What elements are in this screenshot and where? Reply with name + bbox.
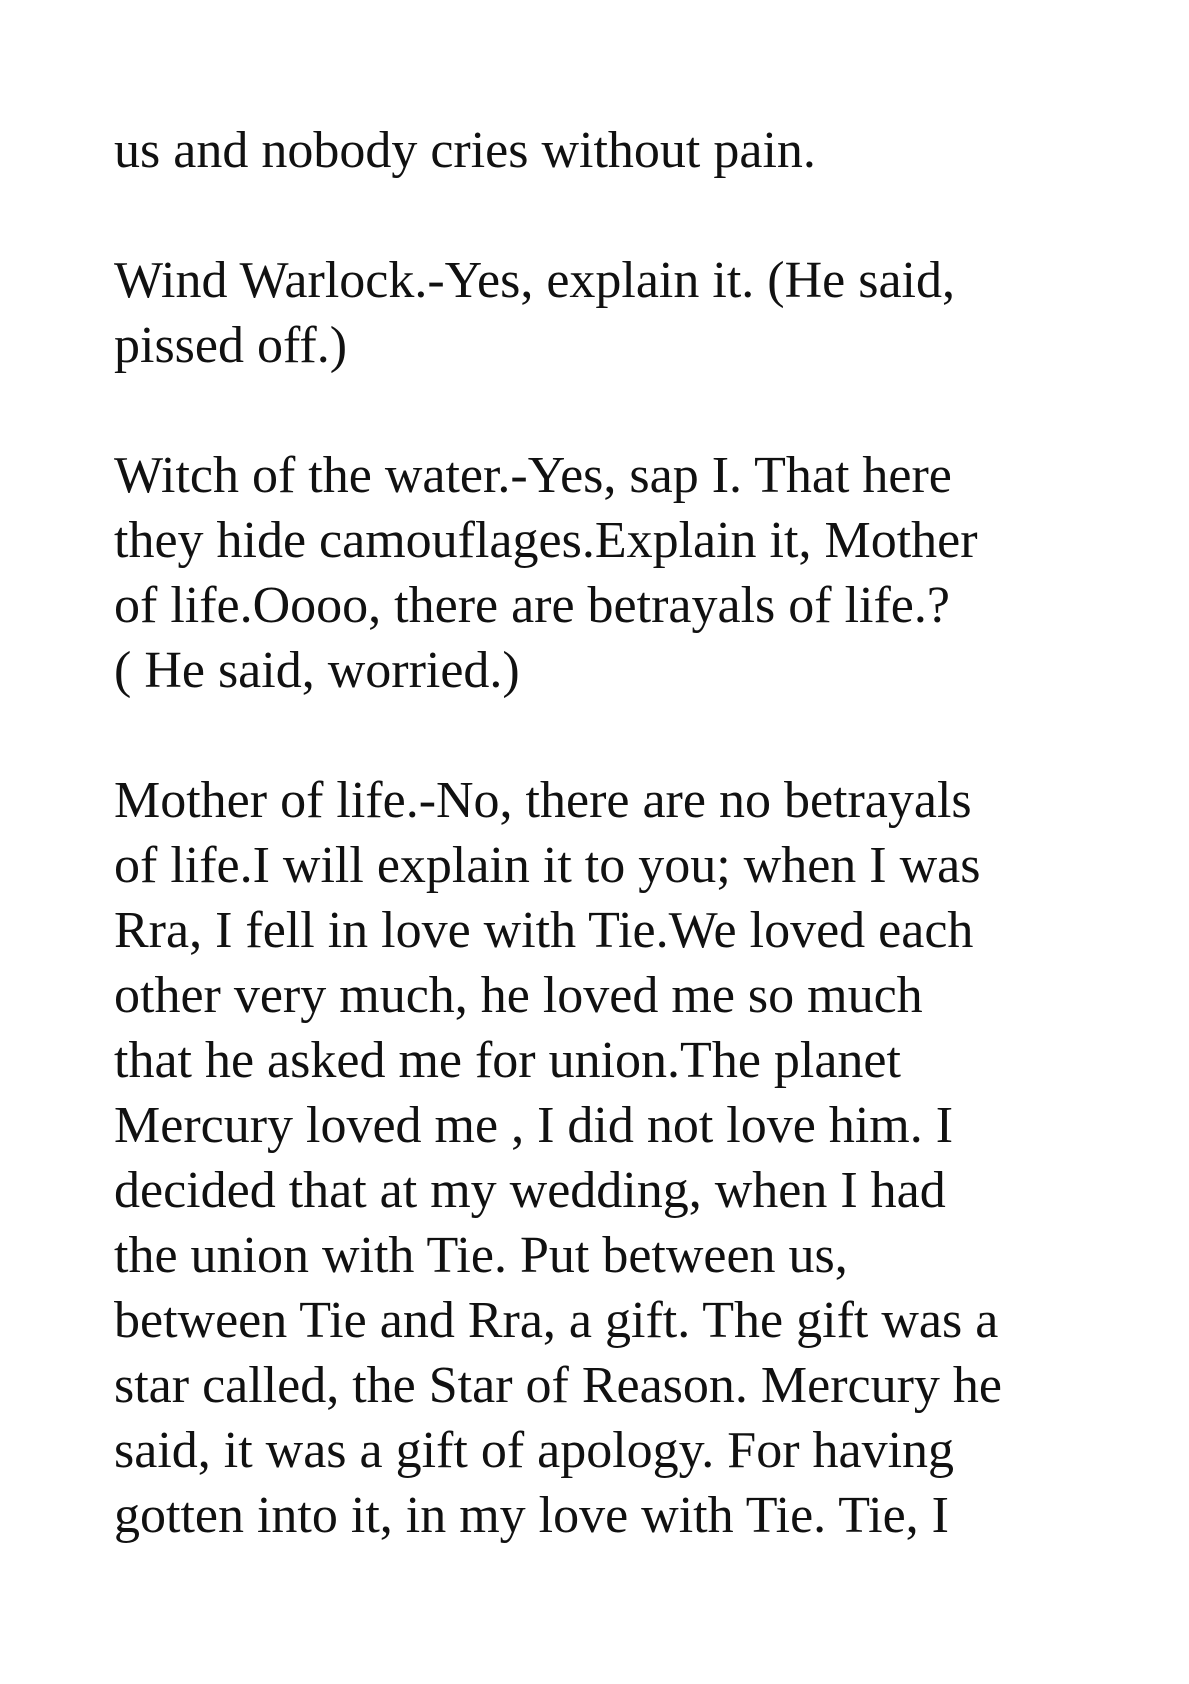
paragraph-1 bbox=[114, 118, 1114, 183]
text-line: Witch of the water.-Yes, sap I. That here bbox=[114, 447, 952, 504]
text-line: Mercury loved me , I did not love him. I bbox=[114, 1097, 954, 1154]
text-line: gotten into it, in my love with Tie. Tie, I bbox=[114, 1487, 949, 1544]
text-line: they hide camouflages.Explain it, Mother bbox=[114, 512, 978, 569]
document-text bbox=[114, 118, 1114, 1613]
text-line: the union with Tie. Put between us, bbox=[114, 1227, 848, 1284]
text-line: between Tie and Rra, a gift. The gift was a bbox=[114, 1292, 999, 1349]
text-line: Wind Warlock.-Yes, explain it. (He said, bbox=[114, 252, 955, 309]
text-line: other very much, he loved me so much bbox=[114, 967, 923, 1024]
text-line: ( He said, worried.) bbox=[114, 642, 520, 699]
paragraph-3 bbox=[114, 443, 1114, 703]
paragraph-2 bbox=[114, 248, 1114, 378]
paragraph-4 bbox=[114, 768, 1114, 1548]
text-line: star called, the Star of Reason. Mercury he bbox=[114, 1357, 1003, 1414]
text-line: us and nobody cries without pain. bbox=[114, 122, 816, 179]
text-line: of life.Oooo, there are betrayals of life.? bbox=[114, 577, 950, 634]
text-line: pissed off.) bbox=[114, 317, 348, 374]
text-line: decided that at my wedding, when I had bbox=[114, 1162, 946, 1219]
text-line: of life.I will explain it to you; when I was bbox=[114, 837, 981, 894]
text-line: that he asked me for union.The planet bbox=[114, 1032, 901, 1089]
text-line: Mother of life.-No, there are no betrayals bbox=[114, 772, 972, 829]
text-line: said, it was a gift of apology. For having bbox=[114, 1422, 955, 1479]
text-line: Rra, I fell in love with Tie.We loved each bbox=[114, 902, 974, 959]
